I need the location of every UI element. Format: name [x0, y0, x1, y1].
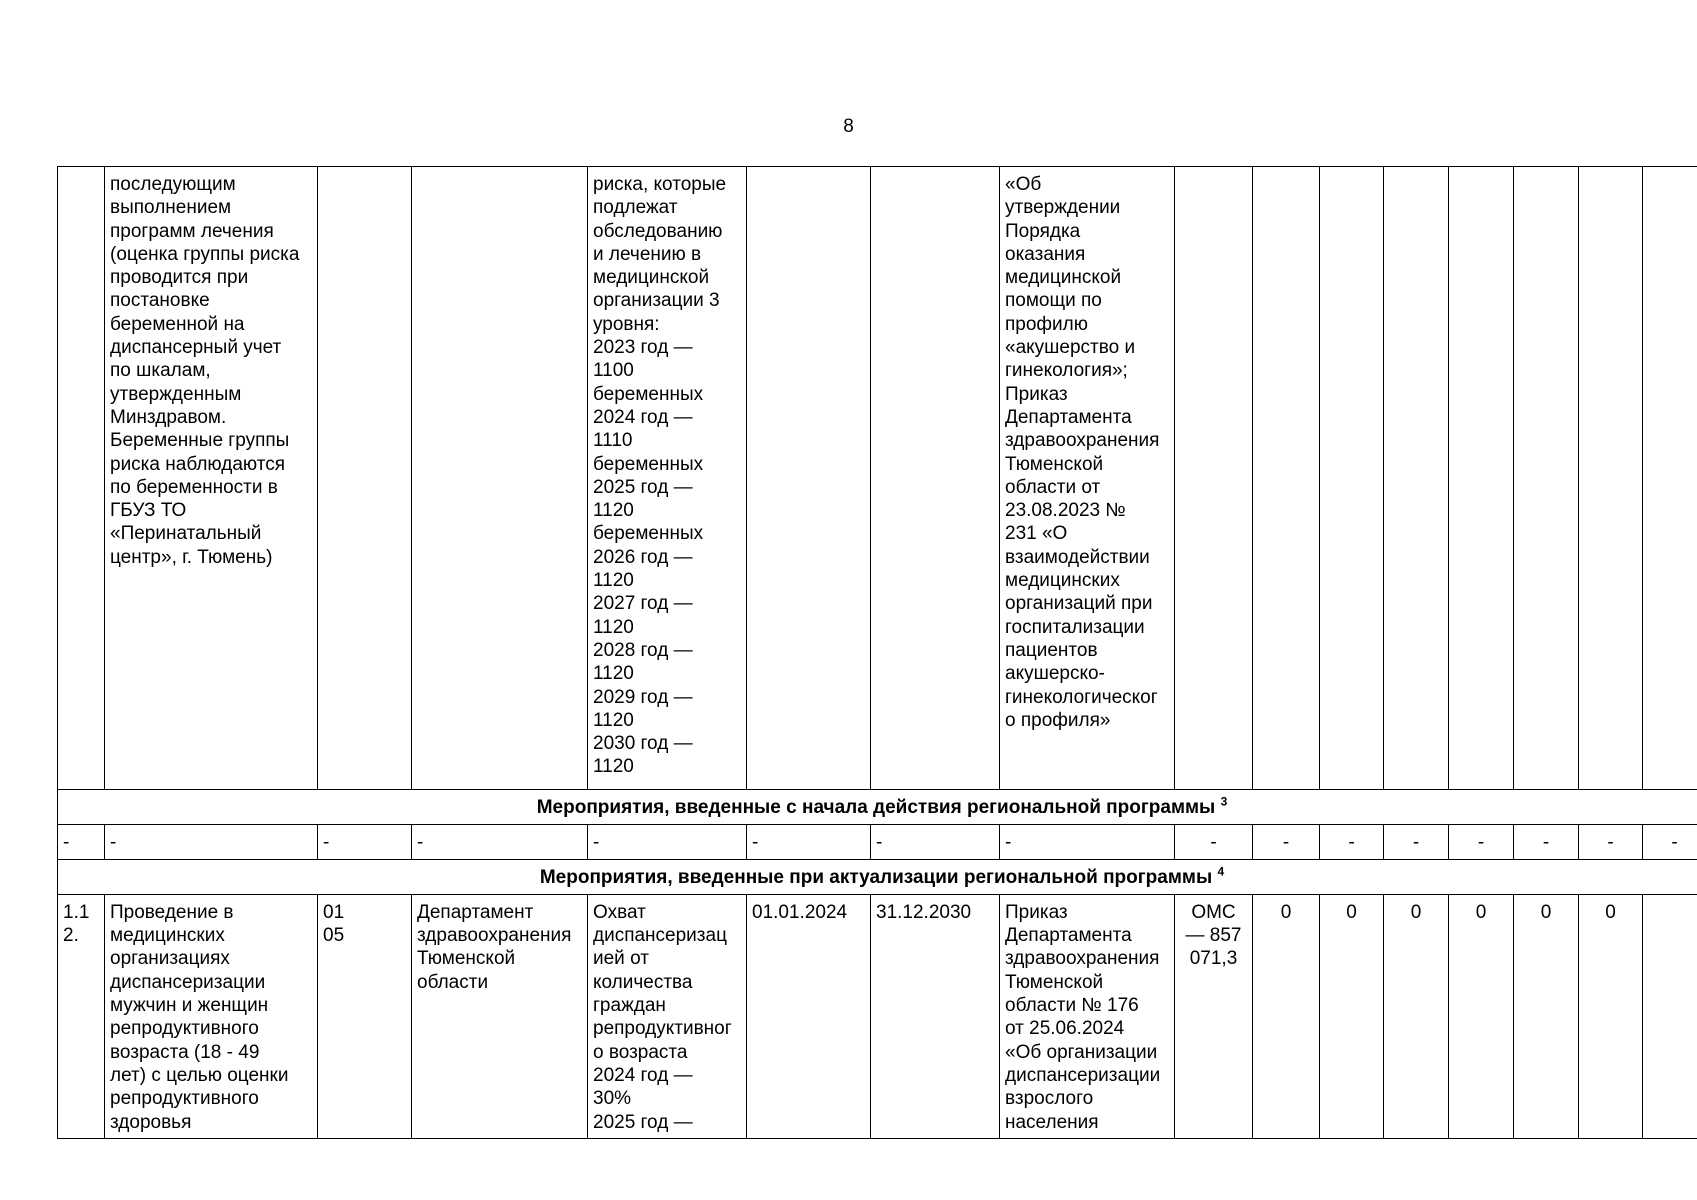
cell-start-date: -	[747, 825, 871, 859]
cell-value	[1449, 167, 1514, 790]
cell-value	[1643, 894, 1697, 1138]
section-title: Мероприятия, введенные с начала действия региональной программы	[536, 797, 1216, 818]
cell-funding	[1175, 167, 1253, 790]
cell-value: 0	[1449, 894, 1514, 1138]
cell-start-date	[747, 167, 871, 790]
cell-document: Приказ Департамента здравоохранения Тюменской области № 176 от 25.06.2024 «Об организации диспансеризации взрослого населения	[1000, 894, 1175, 1138]
cell-value	[1253, 167, 1320, 790]
cell-value	[1514, 167, 1579, 790]
cell-value	[1579, 167, 1643, 790]
cell-measure: -	[105, 825, 318, 859]
cell-executor: -	[412, 825, 588, 859]
cell-value: 0	[1514, 894, 1579, 1138]
cell-value	[1384, 167, 1449, 790]
table-row	[58, 894, 1697, 1138]
cell-number: -	[58, 825, 105, 859]
cell-code	[318, 167, 412, 790]
cell-value: -	[1253, 825, 1320, 859]
table-row	[58, 167, 1697, 790]
cell-executor: Департамент здравоохранения Тюменской области	[412, 894, 588, 1138]
footnote-mark: 3	[1220, 794, 1228, 809]
section-title: Мероприятия, введенные при актуализации региональной программы	[539, 866, 1213, 888]
cell-value: 0	[1320, 894, 1384, 1138]
cell-value: -	[1643, 825, 1697, 859]
cell-value: -	[1384, 825, 1449, 859]
cell-funding: ОМС — 857 071,3	[1175, 894, 1253, 1138]
cell-document: «Об утверждении Порядка оказания медицинской помощи по профилю «акушерство и гинекология»; Приказ Департамента здравоохранения Тюменской области от 23.08.2023 № 231 «О взаимодействии медицинских организаций при госпитализации пациентов акушерско- гинекологическог о профиля»	[1000, 167, 1175, 790]
cell-start-date: 01.01.2024	[747, 894, 871, 1138]
cell-indicator: риска, которые подлежат обследованию и лечению в медицинской организации 3 уровня: 2023 год — 1100 беременных 2024 год — 1110 беременных 2025 год — 1120 беременных 2026 год — 1120 2027 год — 1120 2028 год — 1120 2029 год — 1120 2030 год — 1120	[588, 167, 747, 790]
cell-end-date: 31.12.2030	[871, 894, 1000, 1138]
cell-value	[1643, 167, 1697, 790]
cell-funding: -	[1175, 825, 1253, 859]
footnote-mark: 4	[1217, 864, 1225, 879]
cell-value: 0	[1384, 894, 1449, 1138]
cell-measure: Проведение в медицинских организациях диспансеризации мужчин и женщин репродуктивного возраста (18 - 49 лет) с целью оценки репродуктивного здоровья	[105, 894, 318, 1138]
cell-value: 0	[1253, 894, 1320, 1138]
cell-value: -	[1579, 825, 1643, 859]
cell-indicator: -	[588, 825, 747, 859]
cell-document: -	[1000, 825, 1175, 859]
measures-table	[57, 166, 1697, 1139]
cell-code: 01 05	[318, 894, 412, 1138]
cell-end-date: -	[871, 825, 1000, 859]
cell-end-date	[871, 167, 1000, 790]
table-row	[58, 825, 1697, 859]
cell-number: 1.1 2.	[58, 894, 105, 1138]
section-header-row	[58, 859, 1697, 894]
section-header-row	[58, 790, 1697, 825]
cell-indicator: Охват диспансеризац ией от количества граждан репродуктивног о возраста 2024 год — 30% 2025 год —	[588, 894, 747, 1138]
section-header	[58, 790, 1697, 825]
page-number: 8	[843, 116, 854, 137]
section-header	[58, 859, 1697, 894]
cell-value: 0	[1579, 894, 1643, 1138]
cell-number	[58, 167, 105, 790]
cell-value: -	[1449, 825, 1514, 859]
cell-value: -	[1514, 825, 1579, 859]
cell-executor	[412, 167, 588, 790]
cell-value	[1320, 167, 1384, 790]
cell-value: -	[1320, 825, 1384, 859]
cell-code: -	[318, 825, 412, 859]
cell-measure: последующим выполнением программ лечения (оценка группы риска проводится при постановке беременной на диспансерный учет по шкалам, утвержденным Минздравом. Беременные группы риска наблюдаются по беременности в ГБУЗ ТО «Перинатальный центр», г. Тюмень)	[105, 167, 318, 790]
